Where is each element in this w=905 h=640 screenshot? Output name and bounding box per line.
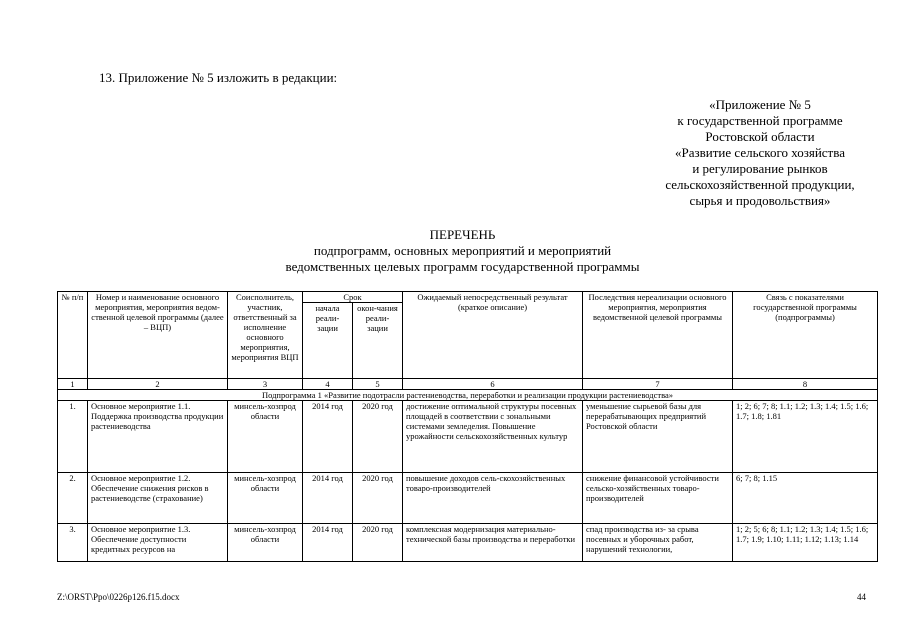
footer-file-path: Z:\ORST\Ppo\0226p126.f15.docx — [57, 592, 180, 602]
header-end: окон-чания реали-зации — [353, 303, 403, 379]
list-heading: ПЕРЕЧЕНЬ — [429, 227, 496, 242]
page-number: 44 — [857, 592, 866, 602]
row-num: 2. — [58, 473, 88, 524]
row-consequences: уменьшение сырьевой базы для перерабатывающих предприятий Ростовской области — [583, 401, 733, 473]
row-name: Основное мероприятие 1.1. Поддержка производства продукции растениеводства — [88, 401, 228, 473]
row-num: 3. — [58, 524, 88, 562]
subprogram-title: Подпрограмма 1 «Развитие подотрасли растениеводства, переработки и реализации продукции растениеводства» — [58, 390, 878, 401]
header-consequences: Последствия нереализации основного мероприятия, мероприятия ведомственной целевой программы — [583, 292, 733, 379]
header-name: Номер и наименование основного мероприятия, мероприятия ведом-ственной целевой программы (далее – ВЦП) — [88, 292, 228, 379]
appendix-line: к государственной программе — [677, 113, 843, 128]
row-link: 1; 2; 6; 7; 8; 1.1; 1.2; 1.3; 1.4; 1.5; 1.6; 1.7; 1.8; 1.81 — [733, 401, 878, 473]
row-consequences: спад производства из- за срыва посевных и уборочных работ, нарушений технологии, — [583, 524, 733, 562]
program-table — [57, 291, 878, 562]
column-number: 2 — [88, 379, 228, 390]
header-executor: Соисполнитель, участник, ответственный за исполнение основного мероприятия, мероприятия ВЦП — [228, 292, 303, 379]
table-header-row — [58, 292, 878, 303]
row-end: 2020 год — [353, 401, 403, 473]
header-num: № п/п — [58, 292, 88, 379]
header-term: Срок — [303, 292, 403, 303]
appendix-header — [600, 97, 905, 209]
column-number: 4 — [303, 379, 353, 390]
row-link: 1; 2; 5; 6; 8; 1.1; 1.2; 1.3; 1.4; 1.5; 1.6; 1.7; 1.9; 1.10; 1.11; 1.12; 1.13; 1.14 — [733, 524, 878, 562]
column-number-row — [58, 379, 878, 390]
row-link: 6; 7; 8; 1.15 — [733, 473, 878, 524]
row-end: 2020 год — [353, 473, 403, 524]
row-executor: минсель-хозпрод области — [228, 524, 303, 562]
appendix-line: сельскохозяйственной продукции, — [665, 177, 855, 192]
subprogram-row — [58, 390, 878, 401]
column-number: 1 — [58, 379, 88, 390]
amendment-intro: 13. Приложение № 5 изложить в редакции: — [99, 70, 338, 85]
row-end: 2020 год — [353, 524, 403, 562]
list-title — [240, 227, 685, 275]
column-number: 5 — [353, 379, 403, 390]
row-num: 1. — [58, 401, 88, 473]
appendix-line: Ростовской области — [705, 129, 815, 144]
row-start: 2014 год — [303, 401, 353, 473]
column-number: 3 — [228, 379, 303, 390]
list-subtitle-line: ведомственных целевых программ государственной программы — [285, 259, 640, 274]
appendix-line: и регулирование рынков — [692, 161, 828, 176]
header-link: Связь с показателями государственной программы (подпрограммы) — [733, 292, 878, 379]
column-number: 8 — [733, 379, 878, 390]
row-start: 2014 год — [303, 524, 353, 562]
row-executor: минсель-хозпрод области — [228, 473, 303, 524]
table-row — [58, 473, 878, 524]
appendix-line: «Развитие сельского хозяйства — [675, 145, 845, 160]
row-result: повышение доходов сель-скохозяйственных товаро-производителей — [403, 473, 583, 524]
list-subtitle-line: подпрограмм, основных мероприятий и мероприятий — [313, 243, 612, 258]
column-number: 6 — [403, 379, 583, 390]
table-row — [58, 401, 878, 473]
row-name: Основное мероприятие 1.2. Обеспечение снижения рисков в растениеводстве (страхование) — [88, 473, 228, 524]
row-executor: минсель-хозпрод области — [228, 401, 303, 473]
row-start: 2014 год — [303, 473, 353, 524]
header-start: начала реали-зации — [303, 303, 353, 379]
row-result: достижение оптимальной структуры посевных площадей в соответствии с зональными системами земледелия. Повышение урожайности сельскохозяйственных культур — [403, 401, 583, 473]
appendix-line: «Приложение № 5 — [709, 97, 811, 112]
column-number: 7 — [583, 379, 733, 390]
header-result: Ожидаемый непосредственный результат (краткое описание) — [403, 292, 583, 379]
row-name: Основное мероприятие 1.3. Обеспечение доступности кредитных ресурсов на — [88, 524, 228, 562]
table-row — [58, 524, 878, 562]
row-consequences: снижение финансовой устойчивости сельско-хозяйственных товаро-производителей — [583, 473, 733, 524]
appendix-line: сырья и продовольствия» — [689, 193, 831, 208]
row-result: комплексная модернизация материально-технической базы производства и переработки — [403, 524, 583, 562]
